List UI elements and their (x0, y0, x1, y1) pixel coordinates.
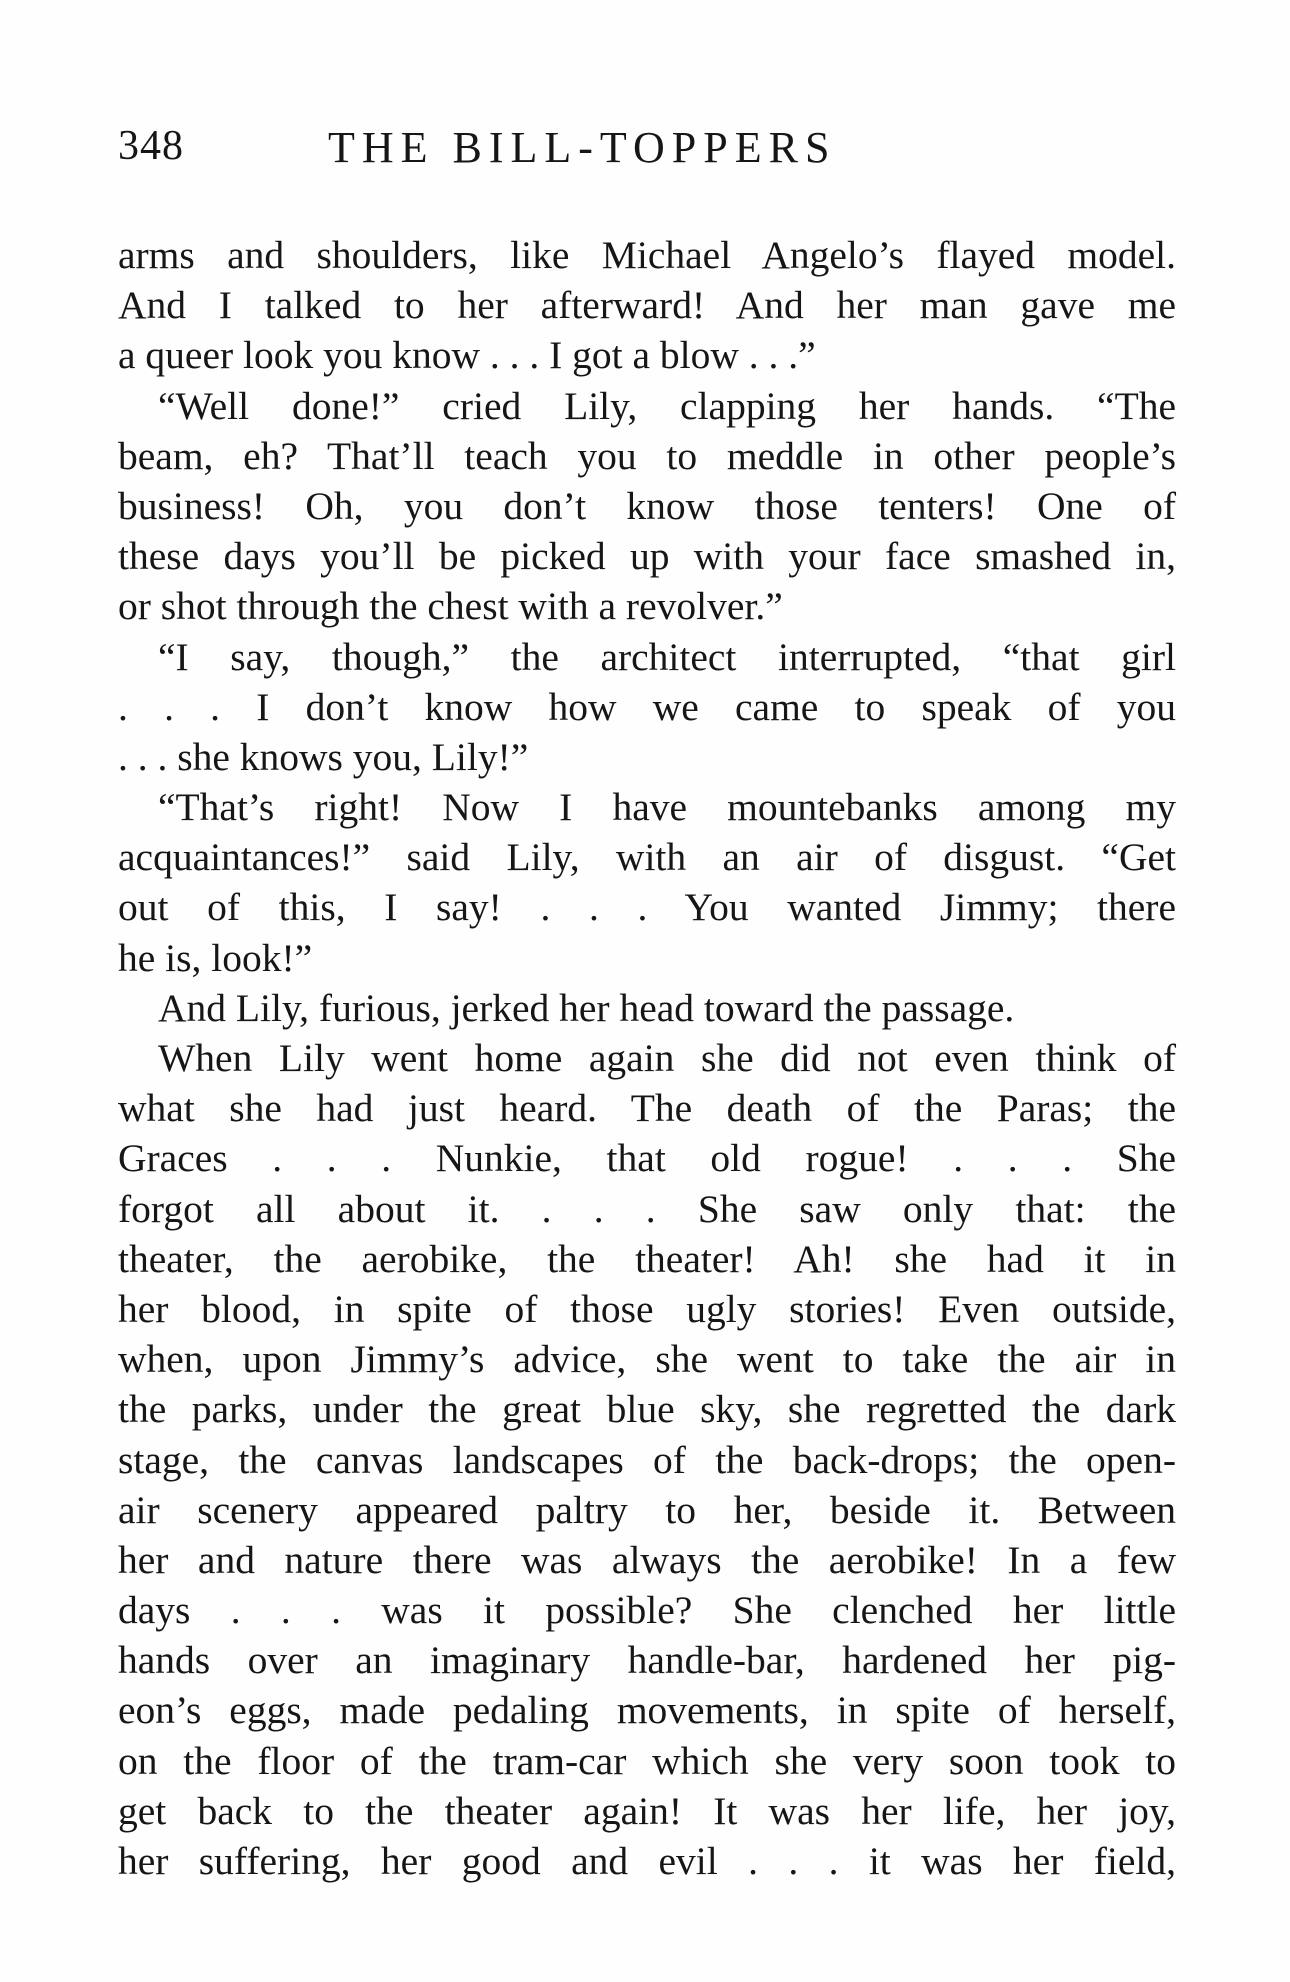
text-line: . . . I don’t know how we came to speak of you (118, 684, 1176, 729)
text-line: acquaintances!” said Lily, with an air of disgust. “Get (118, 835, 1176, 880)
text-line: eon’s eggs, made pedaling movements, in spite of herself, (118, 1688, 1176, 1733)
text-line: a queer look you know . . . I got a blow . . .” (118, 333, 816, 378)
text-line: “I say, though,” the architect interrupted, “that girl (158, 634, 1176, 679)
text-line: he is, look!” (118, 935, 313, 980)
text-line: what she had just heard. The death of the Paras; the (118, 1086, 1176, 1131)
text-line: air scenery appeared paltry to her, beside it. Between (118, 1487, 1176, 1532)
page-number: 348 (118, 123, 184, 169)
text-line: days . . . was it possible? She clenched her little (118, 1588, 1176, 1633)
text-line: her blood, in spite of those ugly stories! Even outside, (118, 1286, 1176, 1331)
text-line: business! Oh, you don’t know those tenters! One of (118, 483, 1176, 528)
text-line: hands over an imaginary handle-bar, hardened her pig- (118, 1638, 1176, 1683)
text-line: When Lily went home again she did not even think of (158, 1036, 1176, 1080)
running-title: THE BILL-TOPPERS (328, 123, 837, 172)
text-line: the parks, under the great blue sky, she regretted the dark (118, 1387, 1176, 1432)
text-line: her suffering, her good and evil . . . it was her field, (118, 1839, 1176, 1883)
text-line: or shot through the chest with a revolver.” (118, 584, 783, 629)
text-line: when, upon Jimmy’s advice, she went to take the air in (118, 1337, 1176, 1382)
text-line: stage, the canvas landscapes of the back-drops; the open- (118, 1437, 1176, 1482)
text-line: And Lily, furious, jerked her head toward the passage. (158, 985, 1015, 1030)
text-line: arms and shoulders, like Michael Angelo’s flayed model. (118, 233, 1176, 277)
body-text (118, 230, 1176, 1886)
text-line: forgot all about it. . . . She saw only that: the (118, 1186, 1176, 1231)
text-line: Graces . . . Nunkie, that old rogue! . . . She (118, 1136, 1176, 1181)
text-line: these days you’ll be picked up with your face smashed in, (118, 534, 1176, 579)
text-line: beam, eh? That’ll teach you to meddle in other people’s (118, 433, 1176, 478)
text-line: . . . she knows you, Lily!” (118, 734, 529, 779)
text-line: her and nature there was always the aerobike! In a few (118, 1537, 1176, 1582)
text-line: theater, the aerobike, the theater! Ah! she had it in (118, 1236, 1176, 1281)
text-line: And I talked to her afterward! And her man gave me (118, 283, 1176, 328)
text-line: “That’s right! Now I have mountebanks among my (158, 785, 1176, 830)
text-line: on the floor of the tram-car which she very soon took to (118, 1738, 1176, 1783)
text-line: get back to the theater again! It was her life, her joy, (118, 1788, 1176, 1833)
text-line: “Well done!” cried Lily, clapping her hands. “The (158, 383, 1176, 428)
running-head (118, 122, 1178, 178)
text-line: out of this, I say! . . . You wanted Jimmy; there (118, 885, 1176, 930)
